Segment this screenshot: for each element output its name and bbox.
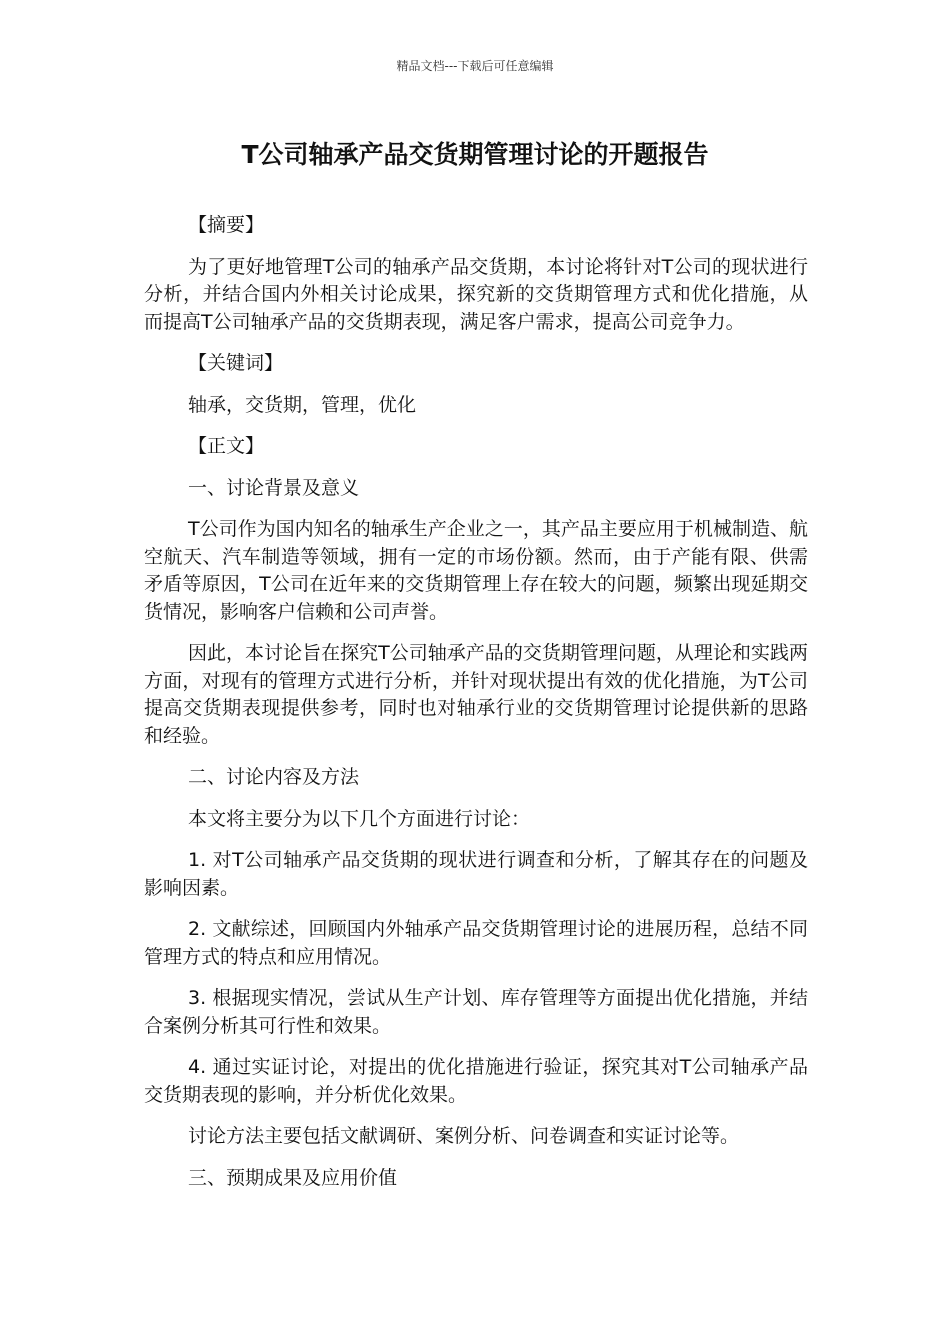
section1-paragraph-2: 因此，本讨论旨在探究T公司轴承产品的交货期管理问题，从理论和实践两方面，对现有的管理方式进行分析，并针对现状提出有效的优化措施，为T公司提高交货期表现提供参考，同时也对轴承行业的交货期管理讨论提供新的思路和经验。 [144,642,808,747]
list-item: 4. 通过实证讨论，对提出的优化措施进行验证，探究其对T公司轴承产品交货期表现的影响，并分析优化效果。 [144,1056,808,1106]
section2-intro: 本文将主要分为以下几个方面进行讨论： [188,807,531,830]
abstract-label: 【摘要】 [188,214,265,236]
page-title: T公司轴承产品交货期管理讨论的开题报告 [241,140,709,169]
list-item: 3. 根据现实情况，尝试从生产计划、库存管理等方面提出优化措施，并结合案例分析其可行性和效果。 [144,987,808,1037]
body-label: 【正文】 [188,435,265,457]
keywords-label: 【关键词】 [188,352,284,374]
section2-methods: 讨论方法主要包括文献调研、案例分析、问卷调查和实证讨论等。 [188,1125,740,1147]
section1-heading: 一、讨论背景及意义 [188,476,360,499]
header-note: 精品文档---下载后可任意编辑 [396,59,554,73]
list-item: 2. 文献综述，回顾国内外轴承产品交货期管理讨论的进展历程，总结不同管理方式的特点和应用情况。 [144,918,808,968]
abstract-text: 为了更好地管理T公司的轴承产品交货期，本讨论将针对T公司的现状进行分析，并结合国内外相关讨论成果，探究新的交货期管理方式和优化措施，从而提高T公司轴承产品的交货期表现，满足客户需求，提高公司竞争力。 [144,255,808,333]
section3-heading: 三、预期成果及应用价值 [188,1166,398,1189]
section1-paragraph-1: T公司作为国内知名的轴承生产企业之一，其产品主要应用于机械制造、航空航天、汽车制造等领域，拥有一定的市场份额。然而，由于产能有限、供需矛盾等原因，T公司在近年来的交货期管理上存在较大的问题，频繁出现延期交货情况，影响客户信赖和公司声誉。 [144,518,808,623]
list-item: 1. 对T公司轴承产品交货期的现状进行调查和分析，了解其存在的问题及影响因素。 [144,849,808,899]
section2-heading: 二、讨论内容及方法 [188,766,360,788]
document-body [144,212,808,1206]
keywords-text: 轴承，交货期，管理，优化 [188,393,417,416]
